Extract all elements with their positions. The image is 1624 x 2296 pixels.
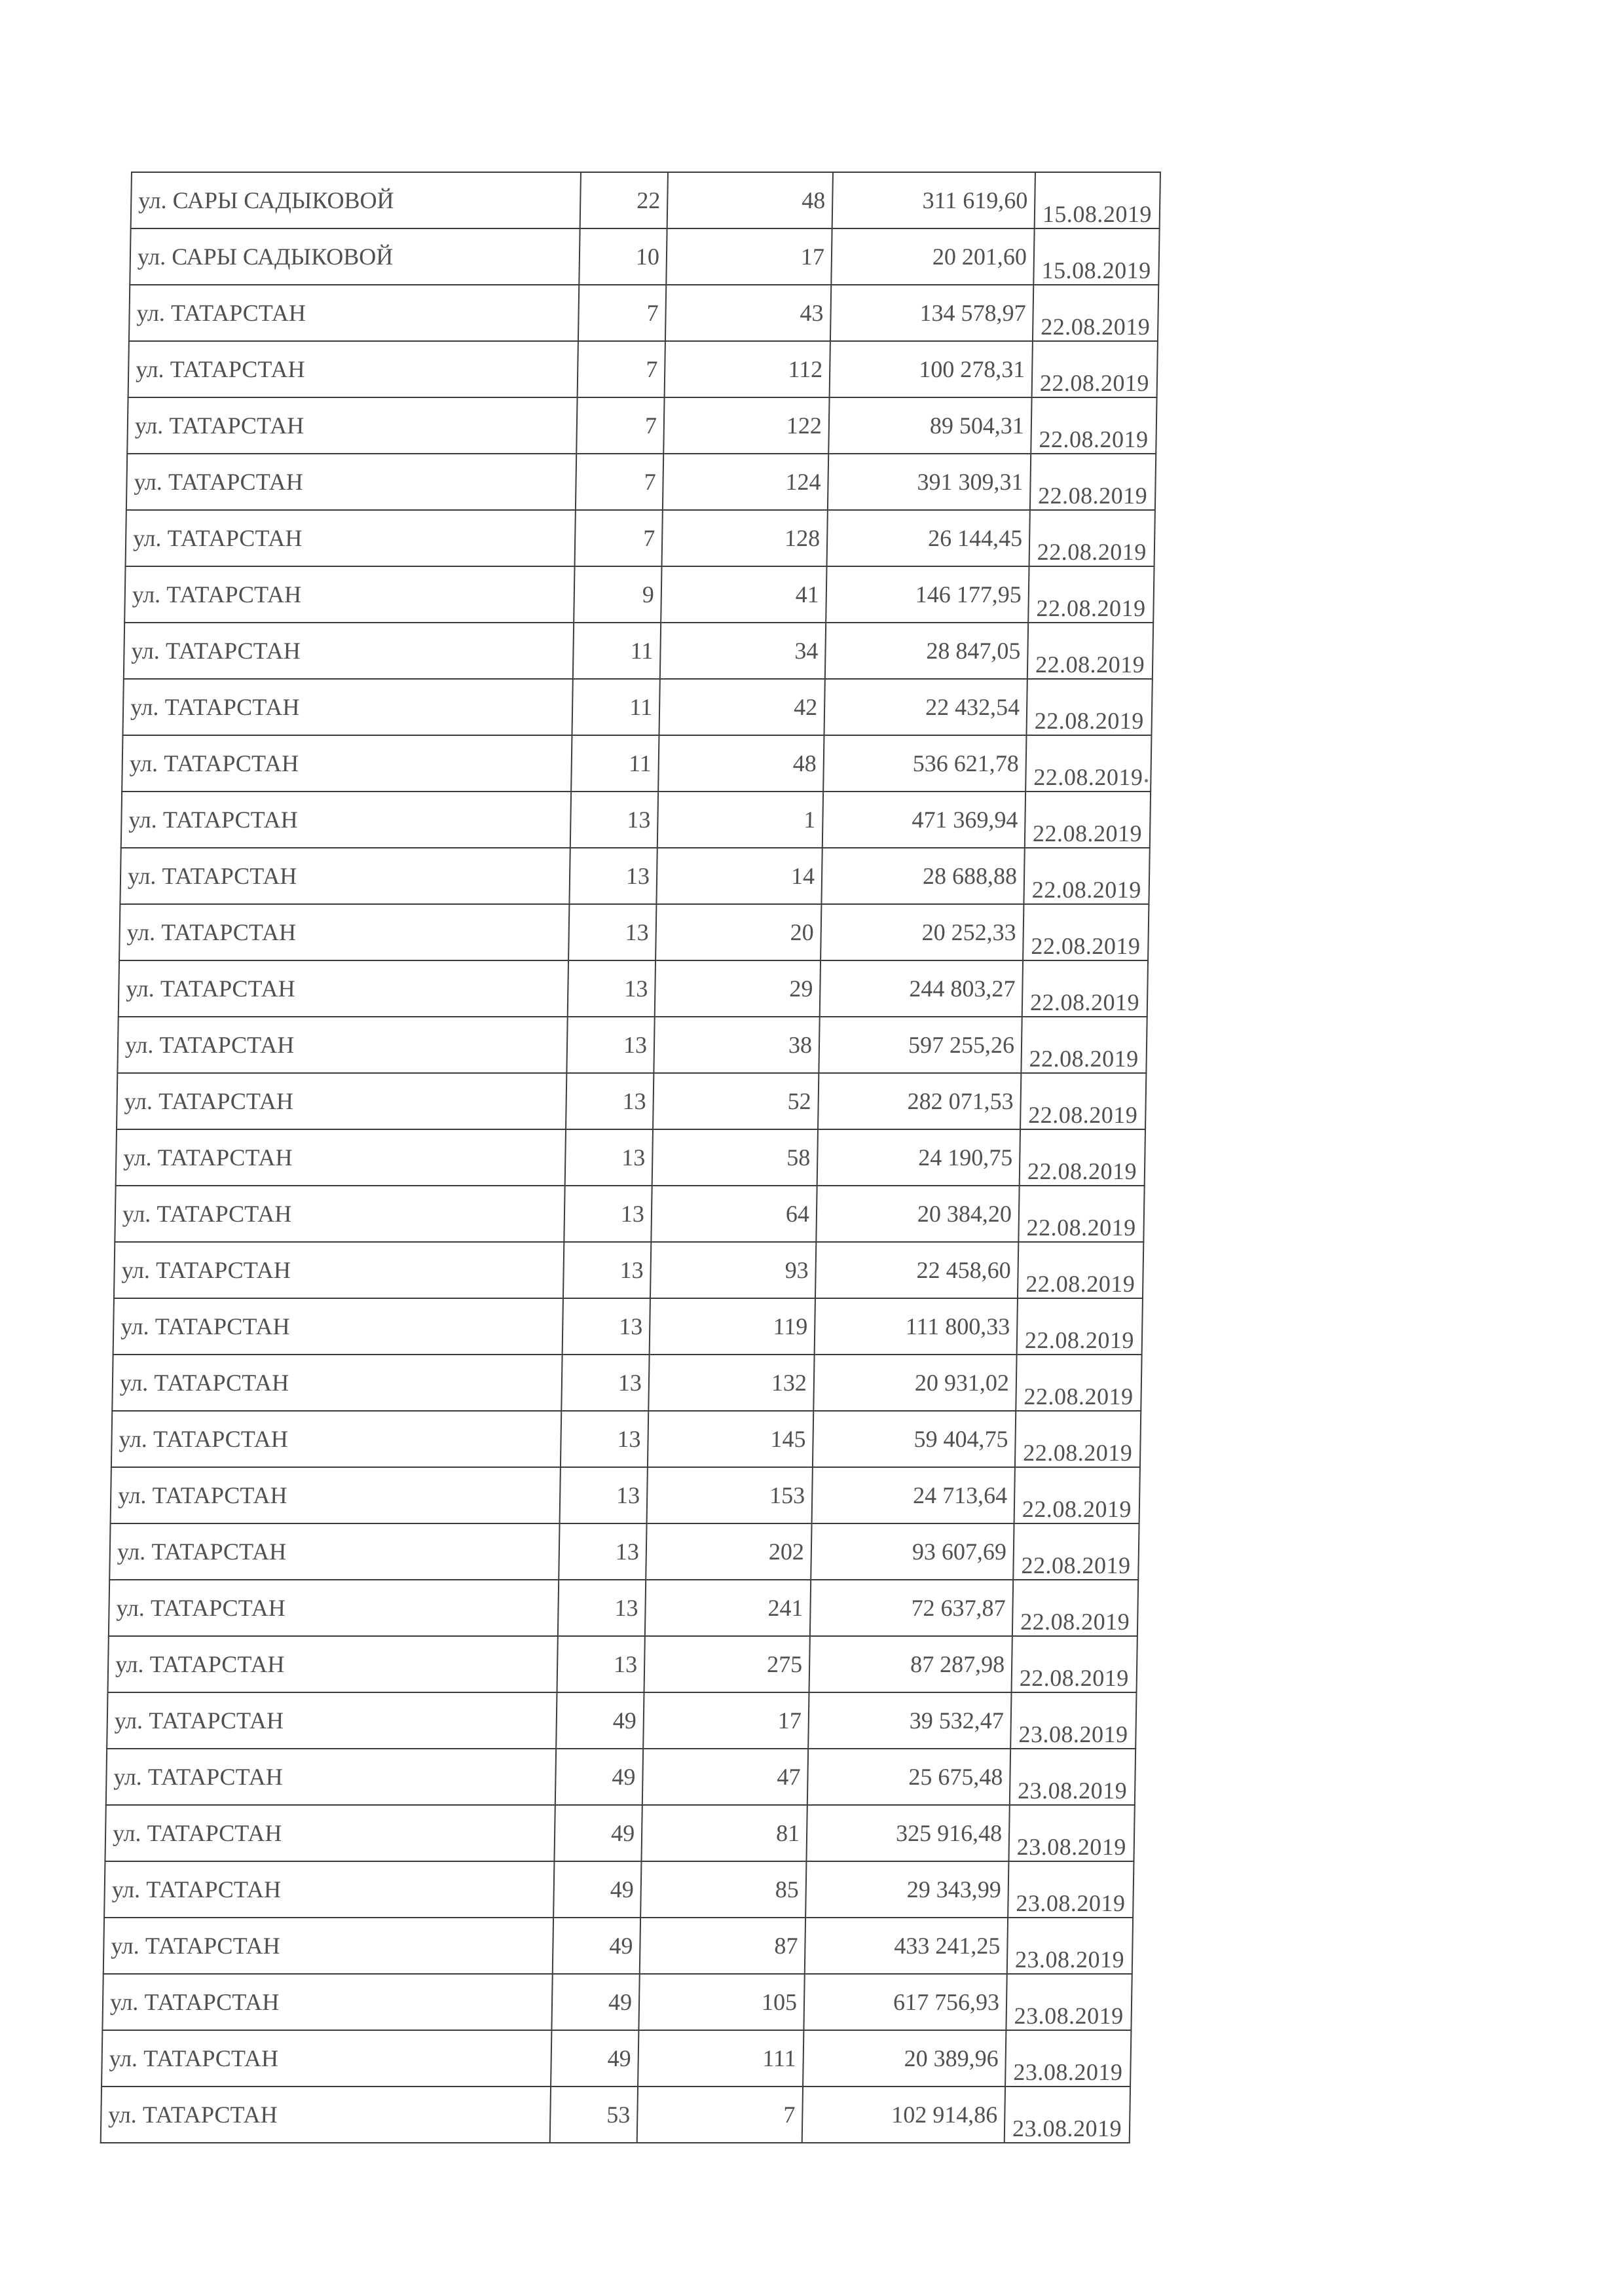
debt-table xyxy=(100,172,1161,2143)
street-cell: ул. ТАТАРСТАН xyxy=(116,1129,566,1186)
table-row xyxy=(124,623,1153,679)
amount-cell: 102 914,86 xyxy=(802,2086,1005,2143)
date-cell: 22.08.2019 xyxy=(1031,397,1156,454)
table-row xyxy=(126,510,1155,566)
table-row xyxy=(108,1636,1137,1692)
street-cell: ул. ТАТАРСТАН xyxy=(102,1974,552,2030)
house-number-cell: 7 xyxy=(576,454,663,510)
street-cell: ул. ТАТАРСТАН xyxy=(119,960,568,1017)
house-number-cell: 13 xyxy=(557,1636,645,1692)
apartment-number-cell: 93 xyxy=(650,1242,816,1298)
street-cell: ул. ТАТАРСТАН xyxy=(113,1298,563,1355)
table-row xyxy=(122,735,1151,792)
street-cell: ул. ТАТАРСТАН xyxy=(105,1805,555,1861)
apartment-number-cell: 81 xyxy=(641,1805,807,1861)
amount-cell: 22 458,60 xyxy=(815,1242,1018,1298)
date-cell: 22.08.2019 xyxy=(1016,1355,1141,1411)
house-number-cell: 9 xyxy=(574,566,661,623)
street-cell: ул. ТАТАРСТАН xyxy=(104,1861,554,1918)
apartment-number-cell: 85 xyxy=(640,1861,806,1918)
apartment-number-cell: 124 xyxy=(663,454,828,510)
street-cell: ул. ТАТАРСТАН xyxy=(126,510,576,566)
table-row xyxy=(131,172,1160,228)
amount-cell: 26 144,45 xyxy=(827,510,1030,566)
date-cell: 15.08.2019 xyxy=(1035,172,1160,228)
amount-cell: 20 201,60 xyxy=(831,228,1034,285)
amount-cell: 29 343,99 xyxy=(805,1861,1008,1918)
street-cell: ул. ТАТАРСТАН xyxy=(111,1467,561,1523)
house-number-cell: 11 xyxy=(572,679,659,735)
house-number-cell: 13 xyxy=(568,904,656,960)
house-number-cell: 49 xyxy=(555,1749,643,1805)
date-cell: 22.08.2019 xyxy=(1025,792,1151,848)
house-number-cell: 13 xyxy=(565,1129,653,1186)
amount-cell: 28 688,88 xyxy=(821,848,1024,904)
date-cell: 22.08.2019 xyxy=(1018,1242,1143,1298)
table-row xyxy=(105,1805,1134,1861)
amount-cell: 244 803,27 xyxy=(820,960,1023,1017)
table-row xyxy=(101,2030,1131,2086)
house-number-cell: 13 xyxy=(566,1073,654,1129)
apartment-number-cell: 17 xyxy=(666,228,832,285)
street-cell: ул. ТАТАРСТАН xyxy=(124,623,574,679)
date-cell: 22.08.2019 xyxy=(1017,1298,1143,1355)
amount-cell: 24 713,64 xyxy=(812,1467,1015,1523)
street-cell: ул. ТАТАРСТАН xyxy=(126,454,576,510)
table-row xyxy=(130,228,1159,285)
date-cell: 23.08.2019 xyxy=(1008,1861,1134,1918)
date-cell: 22.08.2019 xyxy=(1025,735,1151,792)
apartment-number-cell: 43 xyxy=(665,285,831,341)
street-cell: ул. ТАТАРСТАН xyxy=(122,735,572,792)
table-row xyxy=(104,1861,1134,1918)
amount-cell: 282 071,53 xyxy=(818,1073,1021,1129)
apartment-number-cell: 87 xyxy=(640,1918,805,1974)
amount-cell: 146 177,95 xyxy=(826,566,1029,623)
date-cell: 22.08.2019 xyxy=(1026,679,1152,735)
apartment-number-cell: 42 xyxy=(659,679,824,735)
apartment-number-cell: 202 xyxy=(646,1523,811,1580)
table-row xyxy=(102,1974,1132,2030)
apartment-number-cell: 41 xyxy=(661,566,826,623)
date-cell: 22.08.2019 xyxy=(1013,1523,1139,1580)
apartment-number-cell: 112 xyxy=(665,341,830,397)
street-cell: ул. ТАТАРСТАН xyxy=(101,2030,551,2086)
table-row xyxy=(129,285,1158,341)
street-cell: ул. САРЫ САДЫКОВОЙ xyxy=(130,228,580,285)
street-cell: ул. ТАТАРСТАН xyxy=(119,904,569,960)
amount-cell: 25 675,48 xyxy=(807,1749,1010,1805)
table-row xyxy=(111,1411,1141,1467)
table-row xyxy=(117,1017,1147,1073)
apartment-number-cell: 47 xyxy=(642,1749,808,1805)
apartment-number-cell: 111 xyxy=(638,2030,803,2086)
amount-cell: 100 278,31 xyxy=(830,341,1033,397)
date-cell: 22.08.2019 xyxy=(1012,1580,1138,1636)
amount-cell: 20 384,20 xyxy=(816,1186,1019,1242)
house-number-cell: 49 xyxy=(553,1918,640,1974)
apartment-number-cell: 20 xyxy=(655,904,821,960)
street-cell: ул. ТАТАРСТАН xyxy=(106,1749,556,1805)
date-cell: 23.08.2019 xyxy=(1010,1692,1136,1749)
amount-cell: 87 287,98 xyxy=(809,1636,1012,1692)
street-cell: ул. ТАТАРСТАН xyxy=(107,1692,557,1749)
apartment-number-cell: 275 xyxy=(644,1636,810,1692)
table-row xyxy=(113,1298,1143,1355)
amount-cell: 24 190,75 xyxy=(817,1129,1020,1186)
amount-cell: 617 756,93 xyxy=(803,1974,1006,2030)
house-number-cell: 49 xyxy=(556,1692,644,1749)
apartment-number-cell: 119 xyxy=(650,1298,815,1355)
table-row xyxy=(112,1355,1141,1411)
date-cell: 23.08.2019 xyxy=(1007,1918,1133,1974)
apartment-number-cell: 52 xyxy=(653,1073,819,1129)
date-cell: 22.08.2019 xyxy=(1021,1017,1147,1073)
street-cell: ул. ТАТАРСТАН xyxy=(108,1636,558,1692)
date-cell: 23.08.2019 xyxy=(1008,1805,1134,1861)
amount-cell: 325 916,48 xyxy=(806,1805,1009,1861)
table-row xyxy=(107,1692,1136,1749)
table-row xyxy=(109,1580,1138,1636)
house-number-cell: 13 xyxy=(570,792,658,848)
house-number-cell: 13 xyxy=(564,1186,652,1242)
amount-cell: 433 241,25 xyxy=(805,1918,1008,1974)
date-cell: 22.08.2019 xyxy=(1029,510,1155,566)
house-number-cell: 10 xyxy=(579,228,667,285)
apartment-number-cell: 145 xyxy=(648,1411,813,1467)
table-row xyxy=(114,1242,1143,1298)
house-number-cell: 13 xyxy=(560,1467,648,1523)
table-row xyxy=(120,848,1149,904)
house-number-cell: 7 xyxy=(576,397,664,454)
house-number-cell: 22 xyxy=(580,172,668,228)
date-cell: 22.08.2019 xyxy=(1020,1129,1145,1186)
apartment-number-cell: 132 xyxy=(648,1355,814,1411)
table-row xyxy=(101,2086,1130,2143)
street-cell: ул. ТАТАРСТАН xyxy=(117,1073,566,1129)
house-number-cell: 53 xyxy=(550,2086,638,2143)
date-cell: 22.08.2019 xyxy=(1022,960,1148,1017)
date-cell: 22.08.2019 xyxy=(1018,1186,1144,1242)
street-cell: ул. ТАТАРСТАН xyxy=(109,1580,559,1636)
table-row xyxy=(126,454,1156,510)
amount-cell: 391 309,31 xyxy=(828,454,1031,510)
table-row xyxy=(127,397,1156,454)
apartment-number-cell: 48 xyxy=(658,735,824,792)
amount-cell: 536 621,78 xyxy=(823,735,1026,792)
table-row xyxy=(106,1749,1135,1805)
date-cell: 22.08.2019 xyxy=(1028,566,1154,623)
house-number-cell: 13 xyxy=(568,960,655,1017)
date-cell: 22.08.2019 xyxy=(1020,1073,1146,1129)
house-number-cell: 13 xyxy=(558,1580,646,1636)
street-cell: ул. ТАТАРСТАН xyxy=(128,341,578,397)
house-number-cell: 49 xyxy=(553,1861,641,1918)
amount-cell: 471 369,94 xyxy=(822,792,1025,848)
street-cell: ул. ТАТАРСТАН xyxy=(112,1355,562,1411)
amount-cell: 93 607,69 xyxy=(811,1523,1014,1580)
apartment-number-cell: 17 xyxy=(643,1692,809,1749)
apartment-number-cell: 105 xyxy=(638,1974,804,2030)
apartment-number-cell: 34 xyxy=(660,623,826,679)
date-cell: 23.08.2019 xyxy=(1006,1974,1132,2030)
street-cell: ул. ТАТАРСТАН xyxy=(124,566,574,623)
date-cell: 22.08.2019 xyxy=(1024,848,1149,904)
amount-cell: 28 847,05 xyxy=(825,623,1028,679)
apartment-number-cell: 29 xyxy=(655,960,821,1017)
table-row xyxy=(128,341,1158,397)
house-number-cell: 13 xyxy=(569,848,657,904)
amount-cell: 20 389,96 xyxy=(803,2030,1006,2086)
apartment-number-cell: 153 xyxy=(647,1467,813,1523)
street-cell: ул. ТАТАРСТАН xyxy=(121,792,571,848)
amount-cell: 111 800,33 xyxy=(815,1298,1018,1355)
house-number-cell: 13 xyxy=(563,1242,651,1298)
house-number-cell: 13 xyxy=(559,1523,646,1580)
apartment-number-cell: 122 xyxy=(663,397,829,454)
house-number-cell: 13 xyxy=(563,1298,650,1355)
street-cell: ул. ТАТАРСТАН xyxy=(120,848,570,904)
street-cell: ул. САРЫ САДЫКОВОЙ xyxy=(131,172,581,228)
amount-cell: 134 578,97 xyxy=(830,285,1033,341)
amount-cell: 311 619,60 xyxy=(832,172,1035,228)
apartment-number-cell: 7 xyxy=(637,2086,803,2143)
table-row xyxy=(119,904,1149,960)
street-cell: ул. ТАТАРСТАН xyxy=(103,1918,553,1974)
amount-cell: 20 252,33 xyxy=(821,904,1024,960)
house-number-cell: 11 xyxy=(573,623,661,679)
table-row xyxy=(122,679,1152,735)
street-cell: ул. ТАТАРСТАН xyxy=(114,1242,564,1298)
house-number-cell: 7 xyxy=(578,285,666,341)
date-cell: 23.08.2019 xyxy=(1005,2030,1131,2086)
table-row xyxy=(117,1073,1146,1129)
street-cell: ул. ТАТАРСТАН xyxy=(117,1017,567,1073)
date-cell: 22.08.2019 xyxy=(1012,1636,1137,1692)
date-cell: 22.08.2019 xyxy=(1023,904,1149,960)
house-number-cell: 7 xyxy=(578,341,665,397)
date-cell: 22.08.2019 xyxy=(1030,454,1156,510)
house-number-cell: 49 xyxy=(551,1974,639,2030)
apartment-number-cell: 241 xyxy=(645,1580,811,1636)
house-number-cell: 7 xyxy=(575,510,663,566)
apartment-number-cell: 38 xyxy=(654,1017,819,1073)
table-row xyxy=(119,960,1148,1017)
house-number-cell: 11 xyxy=(571,735,659,792)
date-cell: 22.08.2019 xyxy=(1033,285,1158,341)
table-row xyxy=(124,566,1154,623)
date-cell: 22.08.2019 xyxy=(1014,1467,1140,1523)
street-cell: ул. ТАТАРСТАН xyxy=(122,679,572,735)
house-number-cell: 13 xyxy=(566,1017,654,1073)
house-number-cell: 49 xyxy=(554,1805,642,1861)
street-cell: ул. ТАТАРСТАН xyxy=(127,397,577,454)
date-cell: 22.08.2019 xyxy=(1032,341,1158,397)
amount-cell: 89 504,31 xyxy=(828,397,1031,454)
date-cell: 23.08.2019 xyxy=(1010,1749,1135,1805)
table-row xyxy=(111,1467,1140,1523)
date-cell: 23.08.2019 xyxy=(1005,2086,1130,2143)
street-cell: ул. ТАТАРСТАН xyxy=(115,1186,564,1242)
amount-cell: 597 255,26 xyxy=(819,1017,1022,1073)
table-row xyxy=(109,1523,1139,1580)
debt-table-body xyxy=(101,172,1160,2143)
street-cell: ул. ТАТАРСТАН xyxy=(111,1411,561,1467)
table-row xyxy=(103,1918,1133,1974)
date-cell: 22.08.2019 xyxy=(1015,1411,1141,1467)
street-cell: ул. ТАТАРСТАН xyxy=(109,1523,559,1580)
table-row xyxy=(115,1186,1144,1242)
amount-cell: 72 637,87 xyxy=(810,1580,1013,1636)
apartment-number-cell: 1 xyxy=(657,792,823,848)
table-row xyxy=(121,792,1151,848)
amount-cell: 59 404,75 xyxy=(813,1411,1016,1467)
house-number-cell: 49 xyxy=(551,2030,638,2086)
amount-cell: 20 931,02 xyxy=(813,1355,1016,1411)
apartment-number-cell: 58 xyxy=(652,1129,818,1186)
scan-speck xyxy=(1145,779,1148,782)
house-number-cell: 13 xyxy=(561,1411,648,1467)
apartment-number-cell: 64 xyxy=(651,1186,817,1242)
amount-cell: 39 532,47 xyxy=(808,1692,1011,1749)
street-cell: ул. ТАТАРСТАН xyxy=(129,285,579,341)
house-number-cell: 13 xyxy=(561,1355,649,1411)
apartment-number-cell: 14 xyxy=(656,848,822,904)
date-cell: 15.08.2019 xyxy=(1033,228,1159,285)
amount-cell: 22 432,54 xyxy=(824,679,1027,735)
apartment-number-cell: 128 xyxy=(662,510,828,566)
date-cell: 22.08.2019 xyxy=(1027,623,1153,679)
street-cell: ул. ТАТАРСТАН xyxy=(101,2086,551,2143)
table-row xyxy=(116,1129,1145,1186)
apartment-number-cell: 48 xyxy=(667,172,833,228)
